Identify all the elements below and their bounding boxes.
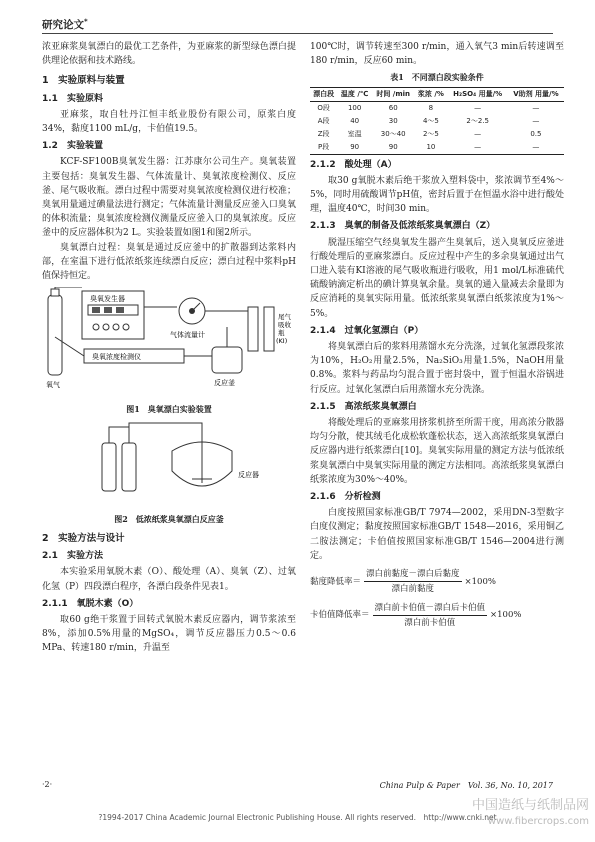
table-header: 漂白段 [313,89,335,98]
subsection-heading: 2.1 实验方法 [42,551,103,562]
table-header: 温度 /℃ [340,89,369,98]
reactor-label: 反应釜 [214,379,235,388]
reactor-diagram [42,421,296,505]
table-cell: O段 [317,103,330,112]
subsection-heading: 2.1.5 高浓纸浆臭氧漂白 [310,401,417,412]
gas-bottle [102,443,116,491]
figure-2 [42,421,296,526]
formula-fraction [364,567,462,596]
table-cell: — [474,129,482,138]
paragraph: 取60 g绝干浆置于回转式氧脱木素反应器内，调节浆浓至8%，添加0.5%用量的MgSO₄，调节反应器压力0.5～0.6 MPa、转速180 r/min，升温至 [42,615,296,654]
table-header: 浆浓 /% [417,89,444,98]
formula-fraction [373,601,488,630]
table-cell: 0.5 [530,129,542,138]
paragraph: 将臭氧漂白后的浆料用蒸馏水充分洗涤，过氧化氢漂段浆浓为10%，H₂O₂用量2.5%，Na₂SiO₃用量1.5%，NaOH用量0.8%。浆料与药品均匀混合置于密封袋中，置于恒温水浴锅进行反应。过氧化氢漂白后用蒸馏水充分洗涤。 [310,342,564,395]
formula-numerator: 漂白前卡伯值－漂白后卡伯值 [373,601,488,616]
subsection-heading: 1.2 实验装置 [42,141,103,152]
table-cell: 90 [388,142,398,151]
watermark-url: www.fibercrops.com [487,816,589,827]
gas-bottle [122,443,136,491]
tail-label: 尾气吸收瓶(KI) [276,313,291,346]
table-cell: 8 [428,103,434,112]
reactor-label: 反应器 [238,470,259,479]
table-cell: 100 [347,103,362,112]
subsection-heading: 1.1 实验原料 [42,93,103,104]
table-cell: 30～40 [380,129,406,138]
copyright-line: ?1994-2017 China Academic Journal Electronic Publishing House. All rights reserved. http://www.cnki.net [98,813,497,822]
table-cell: 2～2.5 [466,116,489,125]
section-heading: 2 实验方法与设计 [42,533,125,545]
intro-paragraph: 浓亚麻浆臭氧漂白的最优工艺条件，为亚麻浆的新型绿色漂白提供理论依据和技术路线。 [42,42,296,67]
figure-caption: 图1 臭氧漂白实验装置 [126,404,212,415]
right-column [310,40,564,634]
table-cell: A段 [317,116,330,125]
table-cell: 10 [426,142,436,151]
kappa-formula [310,601,564,630]
table-cell: 2～5 [422,129,439,138]
figure-1 [42,287,296,416]
table-cell: — [532,116,540,125]
table-row [310,115,564,128]
paragraph: 100℃时，调节转速至300 r/min，通入氧气3 min后转速调至180 r/min，反应60 min。 [310,42,564,67]
page-number: ·2· [42,780,53,789]
table-cell: — [474,142,482,151]
subsection-heading: 2.1.3 臭氧的制备及低浓纸浆臭氧漂白（Z） [310,221,496,232]
table-header: V助剂 用量/% [513,89,559,98]
paragraph: 白度按照国家标准GB/T 7974—2002，采用DN-3型数字白度仪测定；黏度按照国家标准GB/T 1548—2016，采用铜乙二胺法测定；卡伯值按照国家标准GB/T 1546—2004进行测定。 [310,508,564,561]
figure-caption: 图2 低浓纸浆臭氧漂白反应釜 [114,513,224,524]
formula-denominator: 漂白前黏度 [391,584,435,595]
flowmeter-label: 气体流量计 [170,331,205,340]
table-header: 时间 /min [376,89,411,98]
journal-info: China Pulp & Paper Vol. 36, No. 10, 2017 [379,781,553,790]
paragraph: 亚麻浆，取自牡丹江恒丰纸业股份有限公司，原浆白度34%，黏度1100 mL/g，卡伯值19.5。 [42,109,296,135]
watermark [472,798,589,830]
formula-numerator: 漂白前黏度－漂白后黏度 [364,567,462,582]
formula-rhs: ×100% [490,610,522,621]
table-cell: — [532,142,540,151]
section-label: 研究论文* [42,17,88,31]
table-header: H₂SO₄ 用量/% [453,89,503,98]
paragraph: 取30 g氧脱木素后绝干浆放入塑料袋中，浆浓调节至4%～5%，同时用硫酸调节pH值，密封后置于在恒温水浴中进行酸处理，温度40℃，时间30 min。 [310,175,564,215]
table-title: 表1 不同漂白段实验条件 [390,72,484,83]
table-cell: — [532,103,540,112]
subsection-heading: 2.1.4 过氧化氢漂白（P） [310,325,424,336]
table-row [310,101,564,115]
table-cell: Z段 [317,129,330,138]
table-cell: — [474,103,482,112]
paragraph: 本实验采用氧脱木素（O）、酸处理（A）、臭氧（Z）、过氧化氢（P）四段漂白程序，各漂白段条件见表1。 [42,567,296,592]
formula-lhs: 黏度降低率＝ [310,576,362,587]
tail-gas-bottle [248,307,258,351]
tail-gas-bottle [264,307,274,351]
conditions-table [310,87,564,155]
ozone-apparatus-diagram [42,287,296,395]
paragraph: 臭氧漂白过程：臭氧是通过反应釜中的扩散器到达浆料内部，在室温下进行低浓纸浆连续漂白反应；漂白过程中浆料pH值保持恒定。 [42,242,296,282]
paragraph: KCF-SF100B臭氧发生器：江苏康尔公司生产。臭氧装置主要包括：臭氧发生器、气体流量计、臭氧浓度检测仪、反应釜、尾气吸收瓶。漂白过程中需要对臭氧浓度检测仪进行校准；臭氧用量通过碘量法进行测定；气体流量计测量反应釜入口臭氧的体积流量；臭氧浓度检测仪测量反应釜入口的臭氧浓度。反应釜中的反应器体积为2 L。实验装置如图1和图2所示。 [42,157,296,239]
page-header [42,14,553,34]
table-cell: 90 [350,142,360,151]
table-cell: 40 [350,116,360,125]
formula-denominator: 漂白前卡伯值 [404,617,456,628]
subsection-heading: 2.1.6 分析检测 [310,492,381,503]
table-cell: P段 [317,142,330,151]
section-heading: 1 实验原料与装置 [42,75,125,87]
formula-lhs: 卡伯值降低率＝ [310,610,370,621]
detector-label: 臭氧浓度检测仪 [92,353,141,362]
table-cell: 30 [388,116,398,125]
paragraph: 脱湿压缩空气经臭氧发生器产生臭氧后，送入臭氧反应釜进行酸处理后的亚麻浆漂白。反应过程中产生的多余臭氧通过出气口进入装有KI溶液的尾气吸收瓶进行吸收，用1 mol/L标准硫代硫酸钠滴定析出的碘计算臭氧余量。臭氧的通入量减去余量即为反应消耗的臭氧实际用量。低浓纸浆臭氧漂白纸浆浓度为1%～5%。 [310,237,564,319]
table-cell: 4～5 [422,116,439,125]
table-cell: 室温 [347,129,362,138]
table-row [310,128,564,141]
oxygen-cylinder [48,295,62,375]
watermark-text: 中国造纸与纸制品网 [471,798,589,813]
viscosity-formula [310,567,564,596]
oxygen-label: 氧气 [46,381,60,390]
formula-rhs: ×100% [464,576,496,587]
subsection-heading: 2.1.2 酸处理（A） [310,159,397,170]
left-column [42,40,296,656]
reactor-vessel [212,347,242,373]
paragraph: 将酸处理后的亚麻浆用挤浆机挤至所需干度，用高浓分散器均匀分散，使其绒毛化成松软蓬松状态，送入高浓纸浆臭氧漂白反应器内进行纸浆漂白[10]。臭氧实际用量的测定方法与低浓纸浆臭氧漂白中臭氧实际用量的测定方法相同。高浓纸浆臭氧漂白纸浆浓度为30%～40%。 [310,418,564,485]
table-cell: 60 [388,103,398,112]
table-header-row [310,87,564,101]
generator-label: 臭氧发生器 [90,295,125,304]
subsection-heading: 2.1.1 氧脱木素（O） [42,598,139,609]
table-row [310,141,564,155]
